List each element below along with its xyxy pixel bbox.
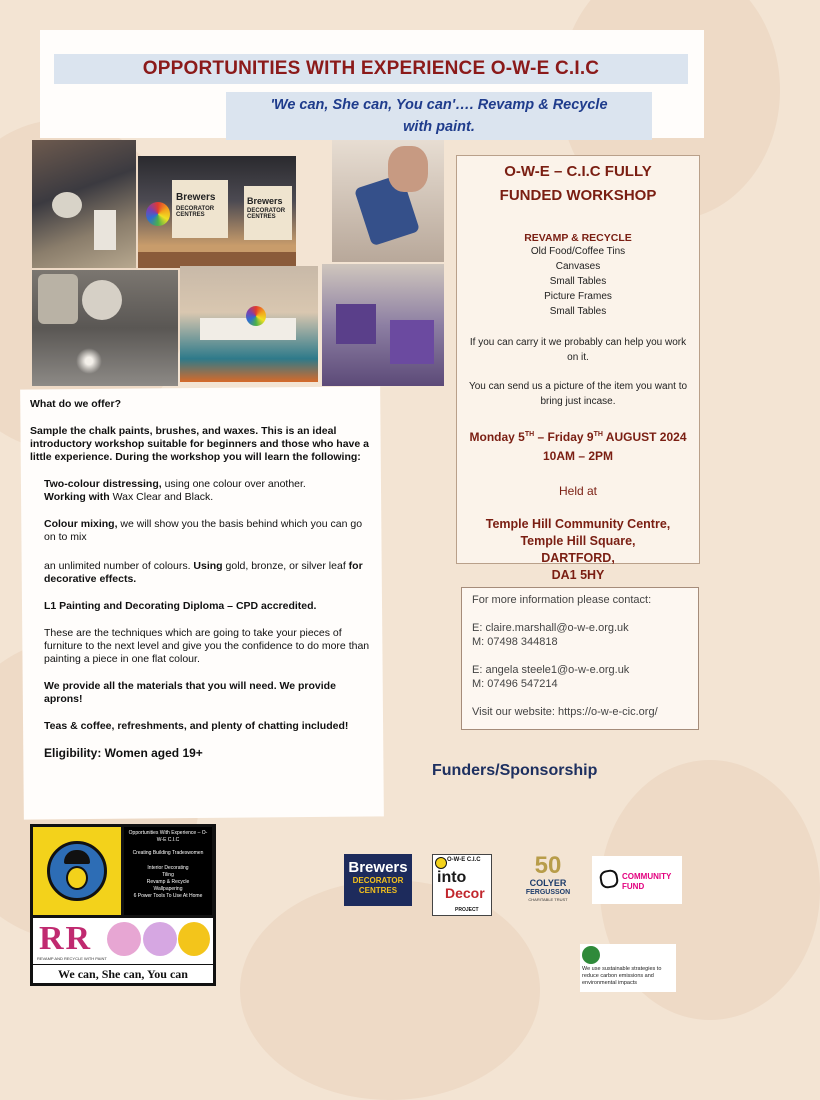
contact-box xyxy=(461,587,699,730)
offer-distressing xyxy=(30,478,370,504)
venue-line: Temple Hill Community Centre, xyxy=(485,517,671,531)
offer-materials: We provide all the materials that you will need. We provide aprons! xyxy=(44,680,336,705)
brewers-name: Brewers xyxy=(348,859,408,876)
workshop-time: 10AM – 2PM xyxy=(542,449,614,463)
date-end: – Friday 9 xyxy=(534,430,594,444)
workshop-item: Picture Frames xyxy=(544,291,612,302)
offer-bold: Using xyxy=(193,560,223,572)
contact-phone: M: 07498 344818 xyxy=(472,636,558,648)
bag-label: Brewers xyxy=(247,196,283,206)
brewers-sub: DECORATOR xyxy=(352,876,404,885)
offer-unlimited xyxy=(30,560,370,586)
colyer-fergusson-logo xyxy=(520,854,576,912)
colyer-number: 50 xyxy=(534,852,562,879)
workshop-item: Canvases xyxy=(555,261,601,272)
leaf-icon xyxy=(582,946,600,964)
date-start: Monday 5 xyxy=(469,430,525,444)
community-fund-text: FUND xyxy=(622,882,645,891)
photo-collage xyxy=(32,140,444,386)
brewers-sub: CENTRES xyxy=(358,886,398,895)
into-decor-logo xyxy=(432,854,492,916)
owe-services-panel xyxy=(124,827,212,915)
offer-eligibility: Eligibility: Women aged 19+ xyxy=(44,746,203,760)
owe-panel-title: Opportunities With Experience – O-W-E C.I.C xyxy=(128,830,208,843)
workshop-item: Old Food/Coffee Tins xyxy=(530,246,626,257)
offer-text: gold, bronze, or silver leaf xyxy=(222,560,349,572)
photo-purple-chairs xyxy=(322,264,444,386)
workshop-info-box xyxy=(456,155,700,582)
workshop-dates xyxy=(457,425,699,447)
venue-line: DA1 5HY xyxy=(551,568,605,582)
background-shape xyxy=(240,880,540,1100)
date-suffix: TH xyxy=(593,431,603,438)
photo-brushes-table xyxy=(180,266,318,382)
venue-line: Temple Hill Square, xyxy=(520,534,636,548)
photo-painted-tables xyxy=(32,270,178,386)
owe-service: Revamp & Recycle xyxy=(146,879,190,885)
workshop-item: Small Tables xyxy=(549,306,607,317)
owe-logo-panel xyxy=(30,824,216,986)
offer-text: using one colour over another. xyxy=(161,478,306,490)
paint-circle xyxy=(143,922,177,956)
offer-intro: Sample the chalk paints, brushes, and waxes. This is an ideal introductory workshop suitable for beginners and those who have a little experience. During the workshop you will learn the following: xyxy=(30,425,369,463)
offer-teas: Teas & coffee, refreshments, and plenty of chatting included! xyxy=(44,720,349,732)
bag-label-sub: DECORATOR CENTRES xyxy=(176,206,215,218)
offer-bold: Colour mixing, xyxy=(44,518,118,530)
brewers-logo xyxy=(344,854,412,906)
owe-rr-logo xyxy=(33,918,213,964)
sustainability-text: We use sustainable strategies to reduce carbon emissions and environmental impacts xyxy=(582,966,662,986)
into-decor-c: PROJECT xyxy=(455,907,479,913)
offer-heading: What do we offer? xyxy=(30,398,121,410)
rr-letters: RR xyxy=(39,920,93,957)
funders-heading: Funders/Sponsorship xyxy=(432,762,598,779)
yellow-dot xyxy=(435,857,447,869)
offer-text: Wax Clear and Black. xyxy=(109,491,214,503)
website-link[interactable]: Visit our website: https://o-w-e-cic.org/ xyxy=(472,706,658,718)
colyer-sub: CHARITABLE TRUST xyxy=(528,897,568,902)
into-decor-top: O-W-E C.I.C xyxy=(447,857,481,863)
colyer-name: COLYER xyxy=(529,878,567,888)
owe-service: Wallpapering xyxy=(153,886,183,892)
contact-email[interactable]: E: angela steele1@o-w-e.org.uk xyxy=(472,664,630,676)
offer-bold: for decorative effects. xyxy=(44,560,363,585)
community-fund-text: COMMUNITY xyxy=(622,872,672,881)
photo-brewers-bags xyxy=(138,156,296,268)
rr-caption: REVAMP AND RECYCLE WITH PAINT xyxy=(37,956,107,961)
page-title-banner xyxy=(54,54,688,84)
offer-section xyxy=(30,398,370,760)
offer-text: an unlimited number of colours. xyxy=(44,560,194,572)
photo-painted-tin xyxy=(332,140,444,262)
owe-service: Interior Decorating xyxy=(147,865,189,871)
owe-service: Tiling xyxy=(162,872,174,878)
workshop-title-1: O-W-E – C.I.C FULLY xyxy=(504,163,652,180)
paint-circle xyxy=(107,922,141,956)
tagline-line-1: 'We can, She can, You can'…. Revamp & Recycle xyxy=(270,97,608,113)
into-decor-a: into xyxy=(437,869,467,886)
contact-phone: M: 07496 547214 xyxy=(472,678,558,690)
worker-icon xyxy=(47,841,107,901)
colyer-name: FERGUSSON xyxy=(525,889,571,896)
date-month: AUGUST 2024 xyxy=(602,430,687,444)
owe-service: 6 Power Tools To Use At Home xyxy=(133,893,203,899)
offer-text: we will show you the basis behind which you can go on to mix xyxy=(44,518,363,543)
bag-label: Brewers xyxy=(176,192,216,203)
offer-bold: Working with xyxy=(44,491,110,503)
paint-circle xyxy=(178,922,210,956)
workshop-item: Small Tables xyxy=(549,276,607,287)
held-at-label: Held at xyxy=(558,484,598,498)
offer-diploma: L1 Painting and Decorating Diploma – CPD accredited. xyxy=(44,600,317,612)
contact-email[interactable]: E: claire.marshall@o-w-e.org.uk xyxy=(472,622,629,634)
picture-text: You can send us a picture of the item you want to bring just incase. xyxy=(468,381,688,407)
owe-yellow-logo xyxy=(33,827,121,915)
workshop-subtitle: REVAMP & RECYCLE xyxy=(524,232,632,244)
tagline-line-2: with paint. xyxy=(403,119,475,135)
owe-panel-sub: Creating Building Tradeswomen xyxy=(132,850,204,856)
community-fund-logo xyxy=(592,856,682,904)
photo-painting-tins xyxy=(32,140,136,268)
contact-heading: For more information please contact: xyxy=(472,594,652,606)
owe-tagline: We can, She can, You can xyxy=(33,965,213,983)
page-title: OPPORTUNITIES WITH EXPERIENCE O-W-E C.I.C xyxy=(142,58,600,79)
sustainability-badge xyxy=(580,944,676,992)
date-suffix: TH xyxy=(524,431,535,438)
into-decor-b: Decor xyxy=(445,885,485,901)
venue-line: DARTFORD, xyxy=(541,551,615,565)
offer-techniques: These are the techniques which are going to take your pieces of furniture to the next level and give you the confidence to do more than painting a piece in one flat colour. xyxy=(44,627,370,665)
offer-colour-mixing xyxy=(30,518,370,544)
tagline xyxy=(226,92,652,140)
bag-label-sub: DECORATOR CENTRES xyxy=(247,208,286,220)
workshop-title-2: FUNDED WORKSHOP xyxy=(499,187,657,204)
lottery-hand-icon xyxy=(599,869,620,890)
offer-bold: Two-colour distressing, xyxy=(44,478,162,490)
carry-text: If you can carry it we probably can help you work on it. xyxy=(469,337,687,363)
